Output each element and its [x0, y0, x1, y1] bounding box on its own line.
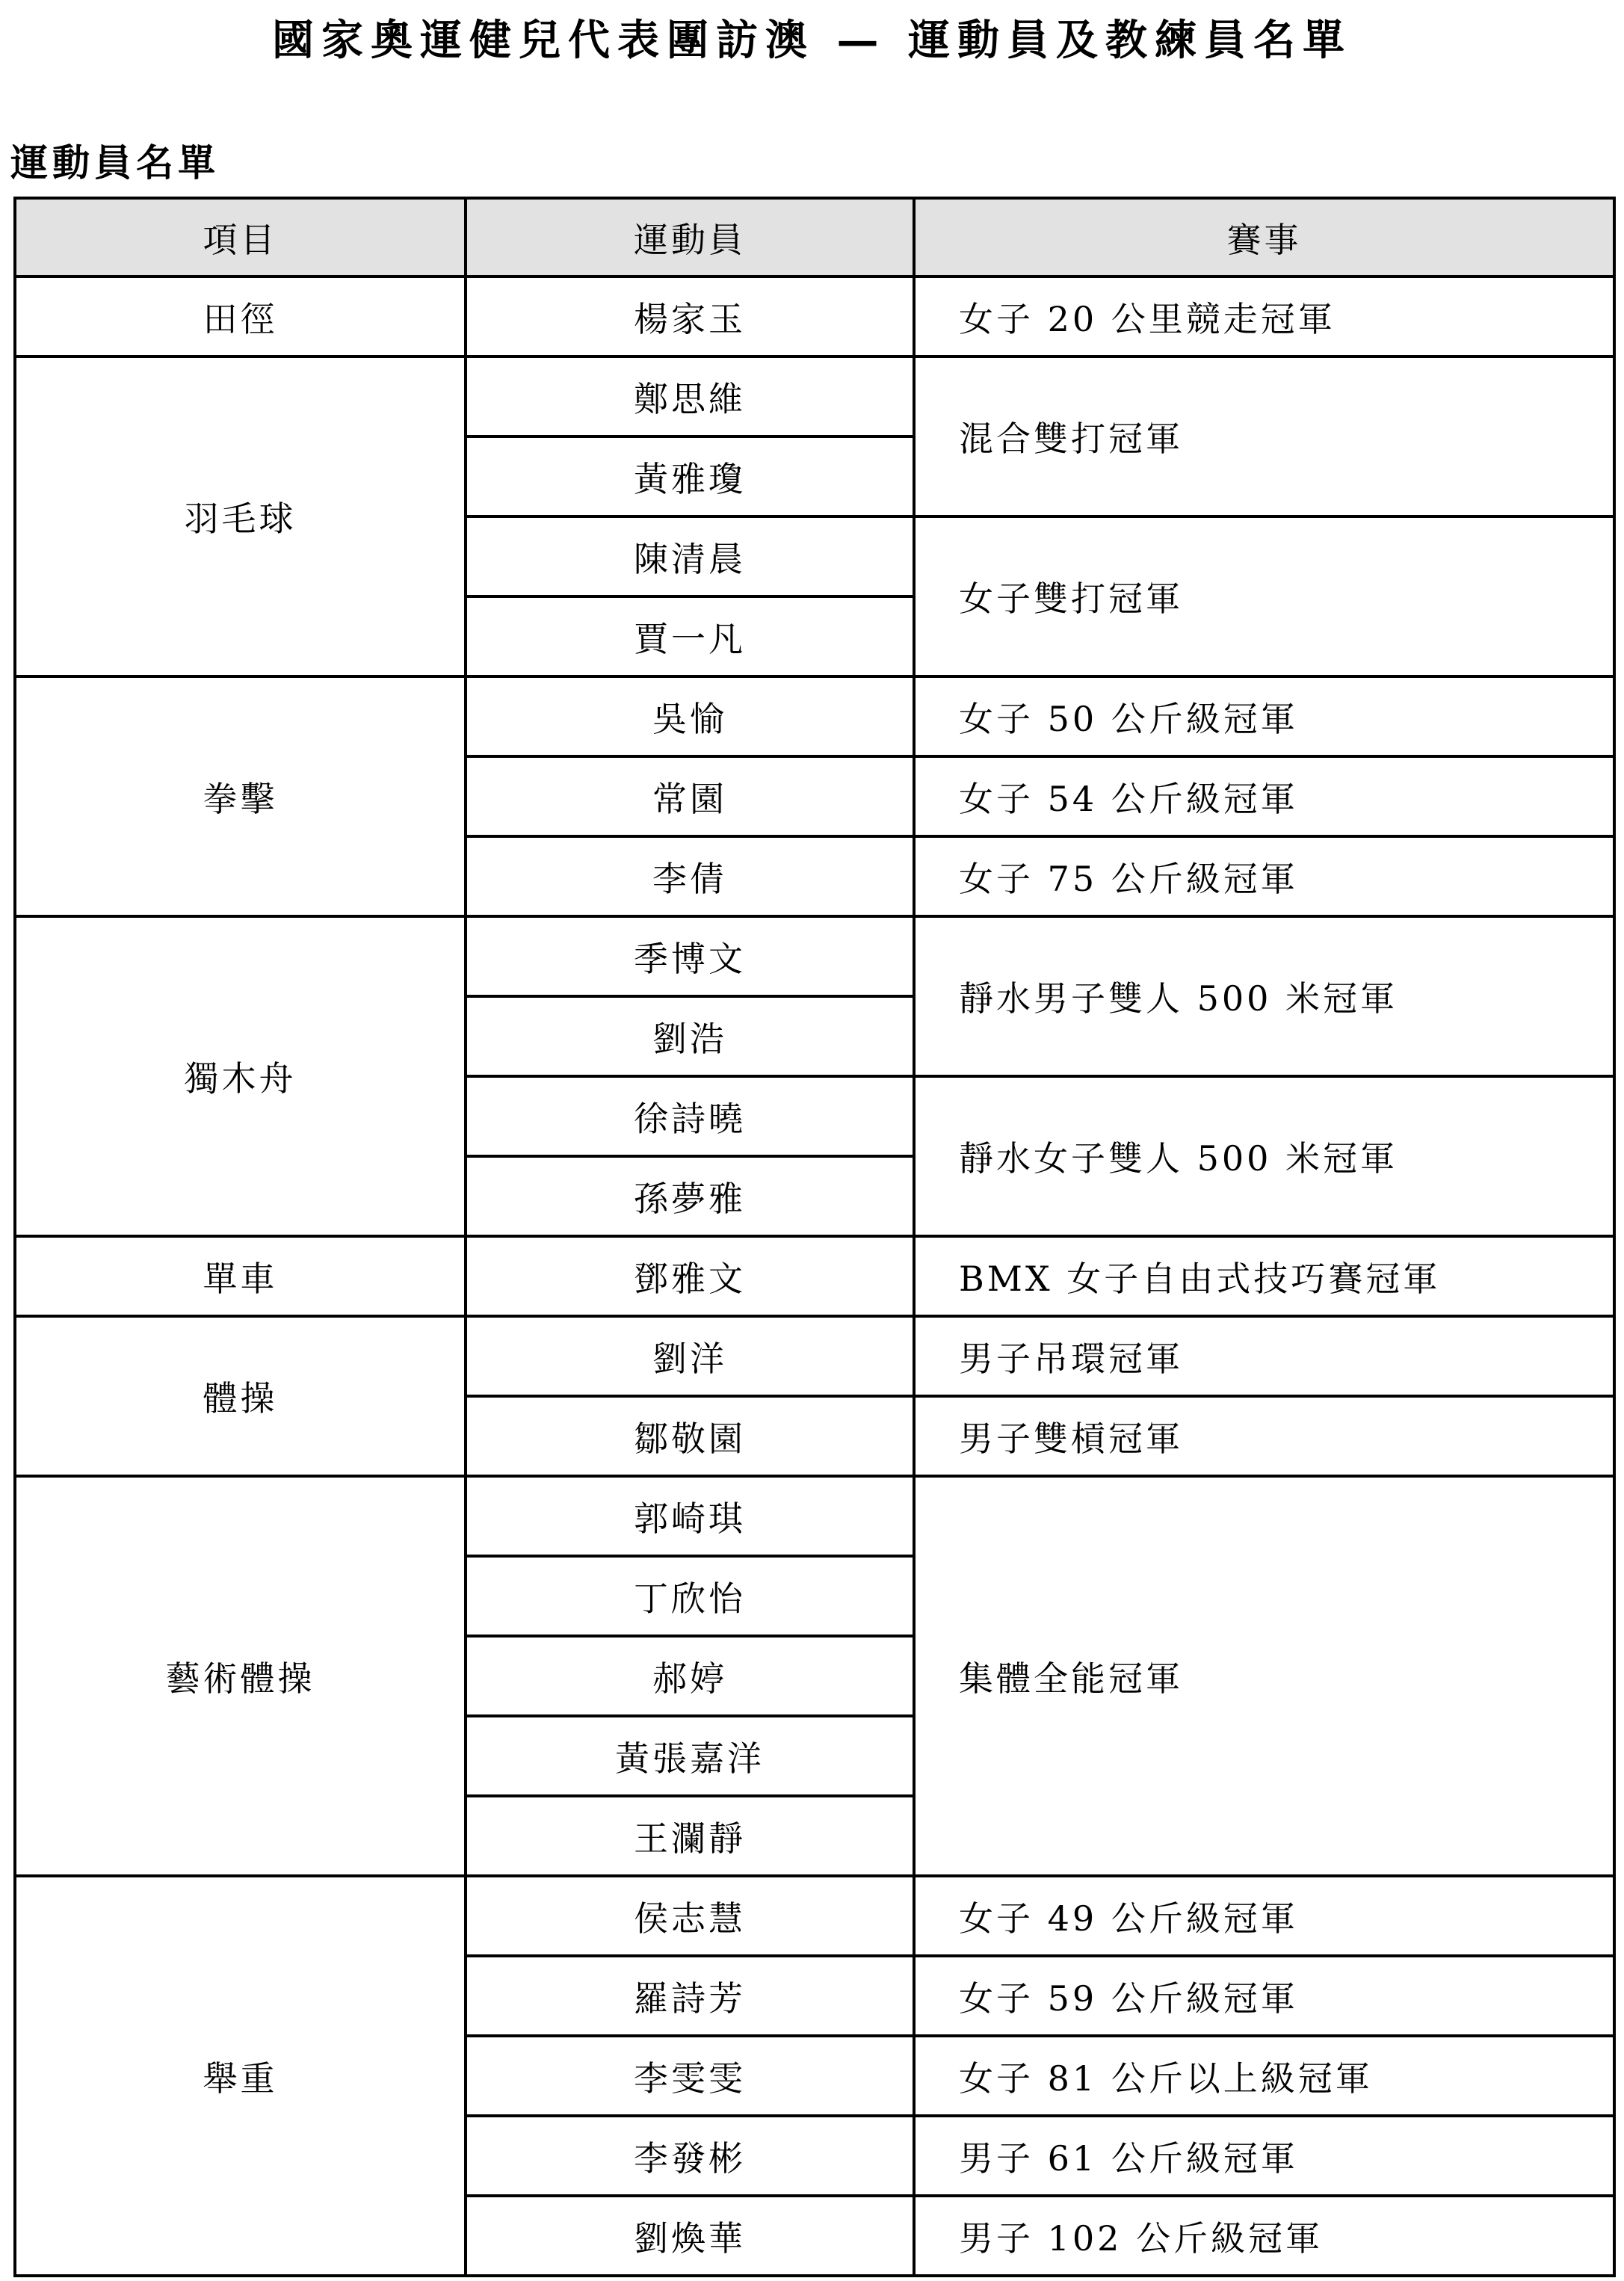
event-cell: 女子 49 公斤級冠軍	[914, 1876, 1614, 1956]
athlete-cell: 季博文	[466, 916, 914, 996]
event-cell: 女子 59 公斤級冠軍	[914, 1956, 1614, 2036]
athlete-cell: 徐詩曉	[466, 1076, 914, 1156]
table-row	[15, 1476, 1614, 1556]
athlete-cell: 侯志慧	[466, 1876, 914, 1956]
event-cell: 男子雙槓冠軍	[914, 1396, 1614, 1476]
column-header-event: 賽事	[914, 198, 1614, 277]
athlete-cell: 劉浩	[466, 996, 914, 1076]
table-row	[15, 1236, 1614, 1316]
athlete-cell: 陳清晨	[466, 516, 914, 596]
athletes-list-heading: 運動員名單	[10, 141, 220, 185]
athlete-cell: 丁欣怡	[466, 1556, 914, 1636]
athlete-cell: 郭崎琪	[466, 1476, 914, 1556]
athlete-cell: 郝婷	[466, 1636, 914, 1716]
sport-cell: 羽毛球	[15, 356, 466, 676]
event-cell: 靜水男子雙人 500 米冠軍	[914, 916, 1614, 1076]
sport-cell: 田徑	[15, 277, 466, 356]
athlete-cell: 劉洋	[466, 1316, 914, 1396]
athlete-cell: 鄧雅文	[466, 1236, 914, 1316]
table-header-row	[15, 198, 1614, 277]
event-cell: 男子吊環冠軍	[914, 1316, 1614, 1396]
table-row	[15, 277, 1614, 356]
sport-cell: 體操	[15, 1316, 466, 1476]
column-header-sport: 項目	[15, 198, 466, 277]
sport-cell: 舉重	[15, 1876, 466, 2276]
athlete-cell: 羅詩芳	[466, 1956, 914, 2036]
athlete-cell: 李雯雯	[466, 2036, 914, 2116]
athlete-cell: 王瀾靜	[466, 1796, 914, 1876]
athlete-cell: 李倩	[466, 836, 914, 916]
document-title: 國家奧運健兒代表團訪澳 — 運動員及教練員名單	[272, 16, 1352, 65]
sport-cell: 藝術體操	[15, 1476, 466, 1876]
event-cell: 混合雙打冠軍	[914, 356, 1614, 516]
event-cell: 女子雙打冠軍	[914, 516, 1614, 676]
athletes-table	[13, 197, 1616, 2277]
event-cell: 集體全能冠軍	[914, 1476, 1614, 1876]
event-cell: 女子 50 公斤級冠軍	[914, 676, 1614, 756]
athlete-cell: 賈一凡	[466, 596, 914, 676]
athlete-cell: 吳愉	[466, 676, 914, 756]
event-cell: 男子 102 公斤級冠軍	[914, 2196, 1614, 2276]
sport-cell: 獨木舟	[15, 916, 466, 1236]
table-row	[15, 1316, 1614, 1396]
athlete-cell: 孫夢雅	[466, 1156, 914, 1236]
athlete-cell: 黃張嘉洋	[466, 1716, 914, 1796]
athlete-cell: 鄒敬園	[466, 1396, 914, 1476]
sport-cell: 拳擊	[15, 676, 466, 916]
table-row	[15, 356, 1614, 436]
athlete-cell: 劉煥華	[466, 2196, 914, 2276]
table-row	[15, 916, 1614, 996]
table-row	[15, 1876, 1614, 1956]
athlete-cell: 鄭思維	[466, 356, 914, 436]
athlete-cell: 常園	[466, 756, 914, 836]
event-cell: 女子 75 公斤級冠軍	[914, 836, 1614, 916]
sport-cell: 單車	[15, 1236, 466, 1316]
athlete-cell: 楊家玉	[466, 277, 914, 356]
event-cell: 女子 20 公里競走冠軍	[914, 277, 1614, 356]
event-cell: 靜水女子雙人 500 米冠軍	[914, 1076, 1614, 1236]
table-row	[15, 676, 1614, 756]
column-header-athlete: 運動員	[466, 198, 914, 277]
athlete-cell: 李發彬	[466, 2116, 914, 2196]
athlete-cell: 黃雅瓊	[466, 436, 914, 516]
event-cell: BMX 女子自由式技巧賽冠軍	[914, 1236, 1614, 1316]
event-cell: 女子 81 公斤以上級冠軍	[914, 2036, 1614, 2116]
event-cell: 男子 61 公斤級冠軍	[914, 2116, 1614, 2196]
event-cell: 女子 54 公斤級冠軍	[914, 756, 1614, 836]
